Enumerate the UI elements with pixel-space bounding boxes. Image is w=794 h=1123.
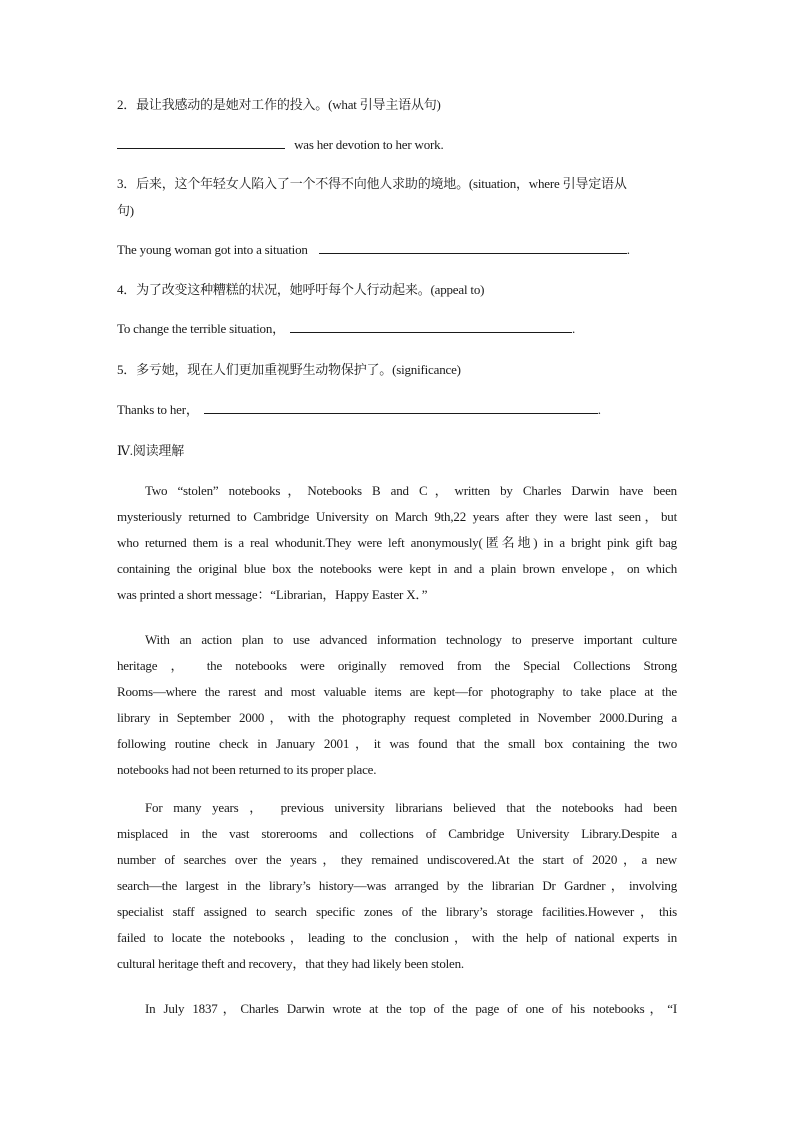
answer-suffix: . — [597, 402, 601, 417]
answer-blank[interactable] — [204, 401, 598, 414]
exercise-5-answer-line — [117, 401, 601, 419]
answer-blank[interactable] — [290, 320, 572, 333]
passage-line: Rooms—where the rarest and most valuable items are kept—for photography to take place at the — [117, 684, 677, 699]
passage-line: cultural heritage theft and recovery，that they had likely been stolen. — [117, 956, 464, 971]
exercise-4-prompt: 4．为了改变这种糟糕的状况，她呼吁每个人行动起来。(appeal to) — [117, 282, 485, 297]
answer-prefix: Thanks to her， — [117, 402, 199, 417]
passage-line: misplaced in the vast storerooms and collections of Cambridge University Library.Despite a — [117, 826, 677, 841]
passage-line: was printed a short message：“Librarian，Happy Easter X．” — [117, 587, 428, 602]
passage-line: search—the largest in the library’s history—was arranged by the librarian Dr Gardner，involving — [117, 878, 677, 893]
answer-prefix: To change the terrible situation， — [117, 321, 285, 336]
passage-line: mysteriously returned to Cambridge University on March 9th,22 years after they were last seen，but — [117, 509, 677, 524]
answer-blank[interactable] — [319, 241, 627, 254]
passage-line: Two “stolen” notebooks，Notebooks B and C，written by Charles Darwin have been — [145, 483, 677, 498]
answer-suffix: was her devotion to her work. — [294, 137, 444, 152]
passage-line: library in September 2000，with the photography request completed in November 2000.During a — [117, 710, 677, 725]
exercise-3-answer-line — [117, 241, 630, 259]
answer-prefix: The young woman got into a situation — [117, 242, 308, 257]
answer-suffix: . — [626, 242, 630, 257]
answer-blank[interactable] — [117, 136, 285, 149]
passage-paragraph-3 — [117, 795, 677, 977]
passage-line: number of searches over the years，they remained undiscovered.At the start of 2020，a new — [117, 852, 677, 867]
passage-line: failed to locate the notebooks，leading to the conclusion，with the help of national experts in — [117, 930, 677, 945]
exercise-5-prompt: 5．多亏她，现在人们更加重视野生动物保护了。(significance) — [117, 362, 461, 377]
exercise-2-prompt: 2．最让我感动的是她对工作的投入。(what 引导主语从句) — [117, 97, 441, 112]
passage-line: heritage ， the notebooks were originally removed from the Special Collections Strong — [117, 658, 677, 673]
section-heading: Ⅳ.阅读理解 — [117, 443, 185, 458]
passage-line: For many years ， previous university librarians believed that the notebooks had been — [145, 800, 677, 815]
exercise-3-prompt-line1: 3．后来，这个年轻女人陷入了一个不得不向他人求助的境地。(situation，where 引导定语从 — [117, 176, 627, 191]
passage-line: In July 1837，Charles Darwin wrote at the top of the page of one of his notebooks，“I — [145, 1001, 677, 1016]
passage-paragraph-2 — [117, 627, 677, 783]
passage-line: specialist staff assigned to search specific zones of the library’s storage facilities.However，this — [117, 904, 677, 919]
exercise-3-prompt-line2: 句) — [117, 203, 134, 218]
passage-line: who returned them is a real whodunit.They were left anonymously(匿名地) in a bright pink gift bag — [117, 535, 677, 550]
answer-suffix: . — [572, 321, 576, 336]
passage-paragraph-4 — [117, 996, 677, 1022]
passage-line: containing the original blue box the notebooks were kept in and a plain brown envelope，on which — [117, 561, 677, 576]
exercise-2-answer-line — [117, 136, 444, 154]
passage-line: With an action plan to use advanced information technology to preserve important culture — [145, 632, 677, 647]
passage-line: following routine check in January 2001，it was found that the small box containing the two — [117, 736, 677, 751]
passage-paragraph-1 — [117, 478, 677, 608]
passage-line: notebooks had not been returned to its proper place. — [117, 762, 377, 777]
exercise-4-answer-line — [117, 320, 575, 338]
